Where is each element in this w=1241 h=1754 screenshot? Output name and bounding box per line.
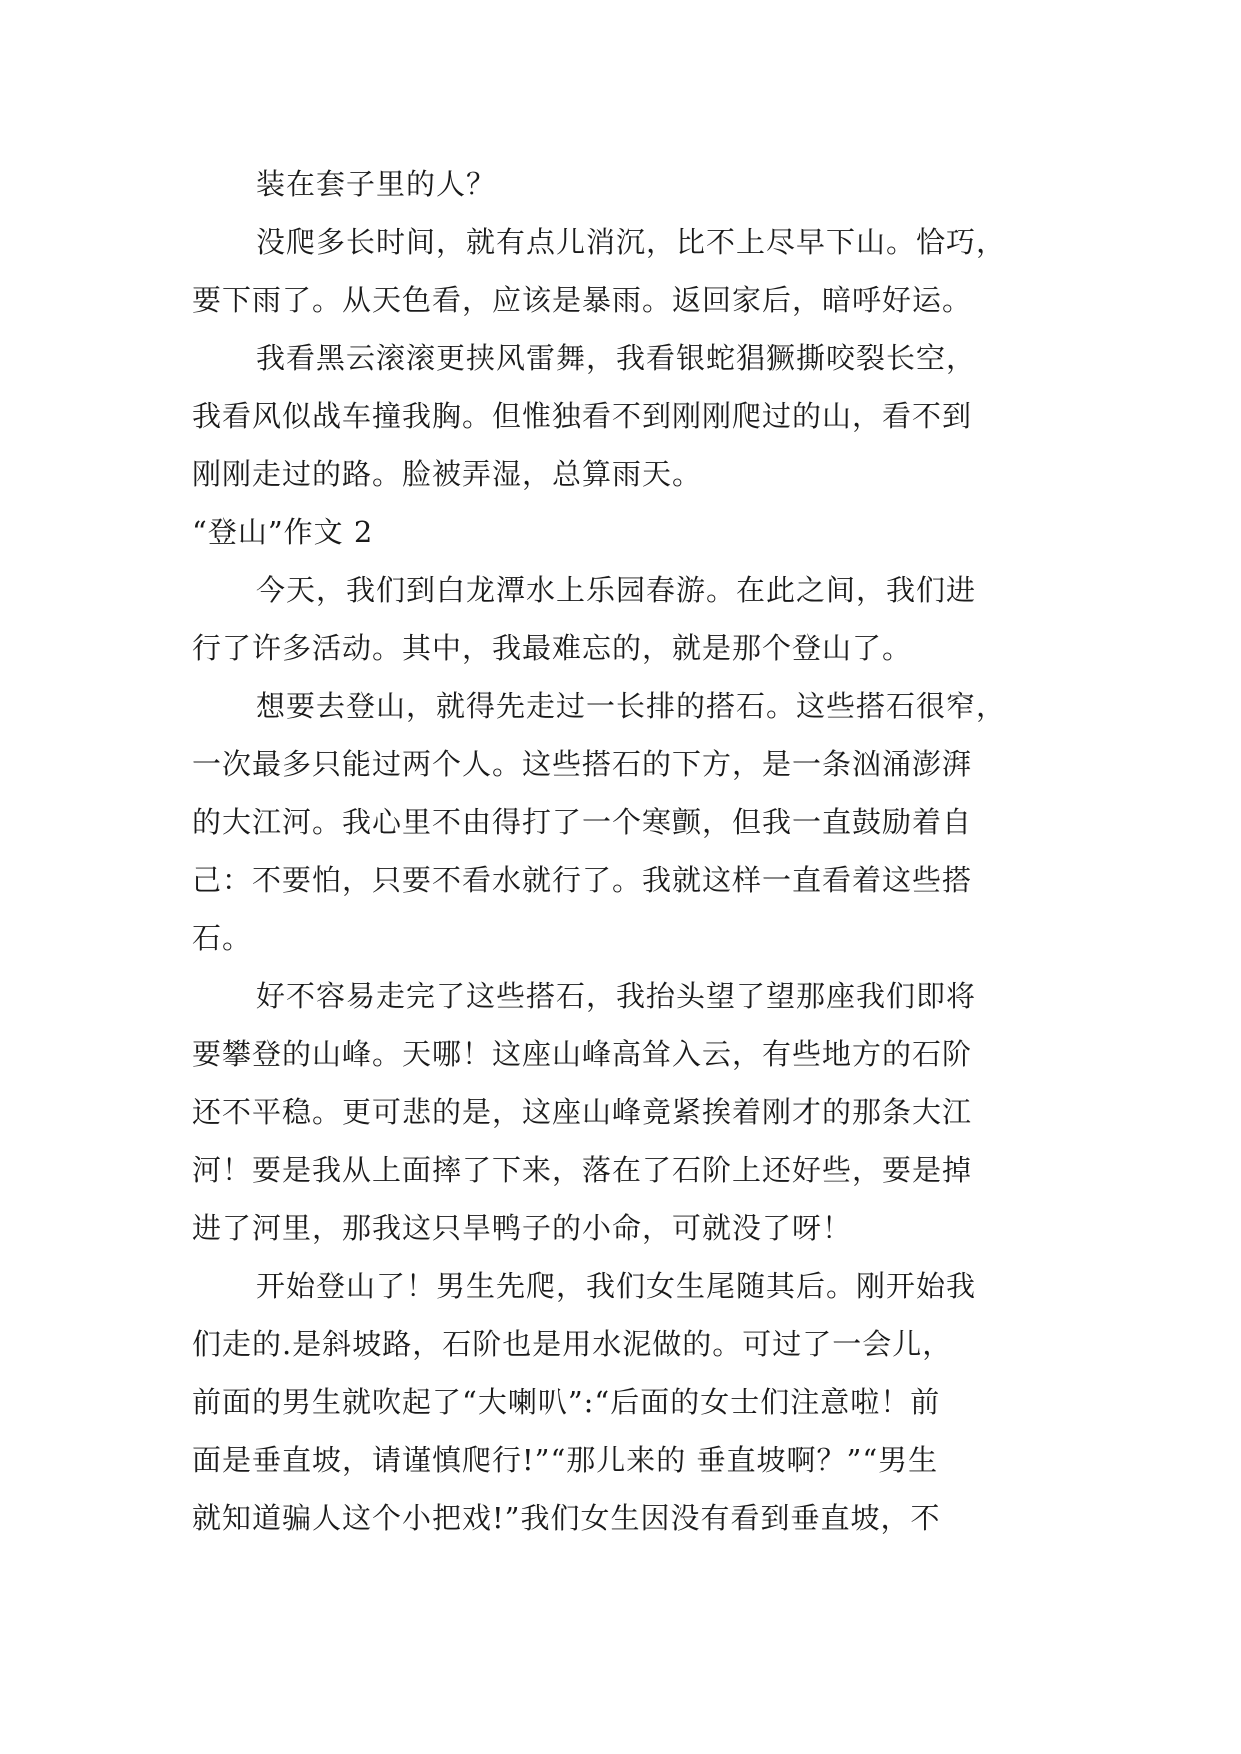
text-line: 装在套子里的人？	[256, 167, 497, 201]
text-line: 面是垂直坡，请谨慎爬行!”“那儿来的 垂直坡啊？”“男生	[192, 1443, 939, 1477]
text-line: 一次最多只能过两个人。这些搭石的下方，是一条汹涌澎湃	[192, 747, 973, 781]
text-line: 好不容易走完了这些搭石，我抬头望了望那座我们即将	[256, 979, 977, 1013]
text-line: 己：不要怕，只要不看水就行了。我就这样一直看着这些搭	[192, 863, 973, 897]
text-line: 们走的.是斜坡路，石阶也是用水泥做的。可过了一会儿，	[192, 1327, 953, 1361]
section-heading: “登山”作文 2	[192, 515, 374, 549]
text-line: 的大江河。我心里不由得打了一个寒颤，但我一直鼓励着自	[192, 805, 973, 839]
document-body	[192, 155, 1052, 1547]
text-line: 刚刚走过的路。脸被弄湿，总算雨天。	[192, 457, 703, 491]
text-line: 要下雨了。从天色看，应该是暴雨。返回家后，暗呼好运。	[192, 283, 973, 317]
text-line: 前面的男生就吹起了“大喇叭”:“后面的女士们注意啦！前	[192, 1385, 941, 1419]
text-line: 要攀登的山峰。天哪！这座山峰高耸入云，有些地方的石阶	[192, 1037, 973, 1071]
text-line: 我看风似战车撞我胸。但惟独看不到刚刚爬过的山，看不到	[192, 399, 973, 433]
text-line: 没爬多长时间，就有点儿消沉，比不上尽早下山。恰巧，	[256, 225, 1007, 259]
text-line: 行了许多活动。其中，我最难忘的，就是那个登山了。	[192, 631, 913, 665]
text-line: 还不平稳。更可悲的是，这座山峰竟紧挨着刚才的那条大江	[192, 1095, 973, 1129]
text-line: 河！要是我从上面摔了下来，落在了石阶上还好些，要是掉	[192, 1153, 973, 1187]
text-line: 开始登山了！男生先爬，我们女生尾随其后。刚开始我	[256, 1269, 977, 1303]
text-line: 想要去登山，就得先走过一长排的搭石。这些搭石很窄，	[256, 689, 1007, 723]
text-line: 就知道骗人这个小把戏!”我们女生因没有看到垂直坡，不	[192, 1501, 941, 1535]
text-line: 进了河里，那我这只旱鸭子的小命，可就没了呀！	[192, 1211, 853, 1245]
text-line: 石。	[192, 921, 253, 955]
text-line: 我看黑云滚滚更挟风雷舞，我看银蛇猖獗撕咬裂长空，	[256, 341, 977, 375]
text-line: 今天，我们到白龙潭水上乐园春游。在此之间，我们进	[256, 573, 977, 607]
